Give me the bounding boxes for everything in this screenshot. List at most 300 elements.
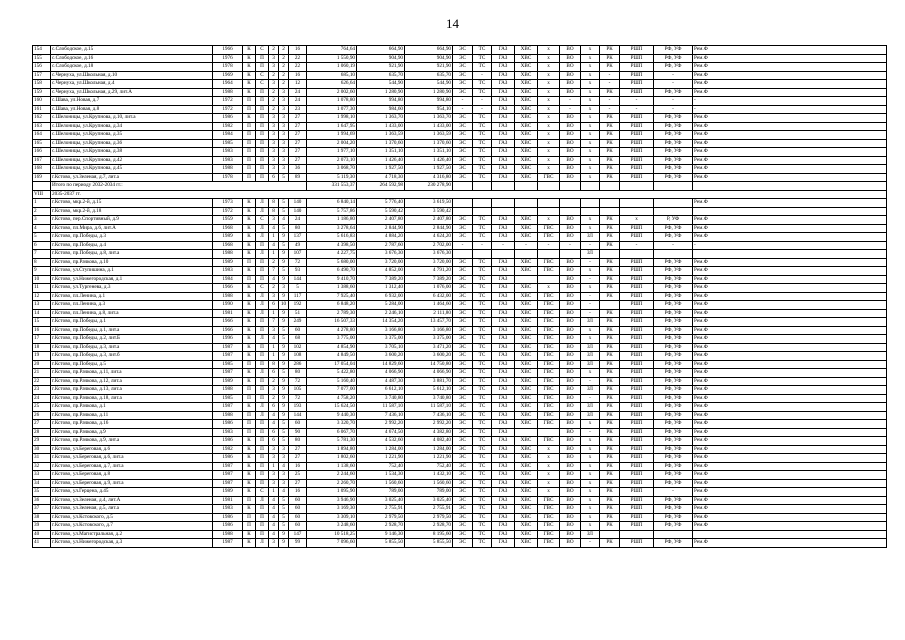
table-cell: 1 [269,250,279,259]
table-cell: х [581,216,600,225]
table-cell: РК [600,139,620,148]
table-cell: Р, УФ [654,216,693,225]
table-cell: 1 [269,488,279,497]
table-cell: г.Кстово, ул.Тургенева, д.3 [51,284,213,293]
table-cell: РШП [620,148,654,157]
table-cell: К [243,88,256,97]
table-cell: РШП [620,488,654,497]
table-cell: 2 928,70 [405,522,453,531]
table-cell: 7 096,60 [307,539,357,548]
table-cell: РФ, УФ [654,173,693,182]
table-cell: 2 [269,88,279,97]
table-cell: 1 [269,343,279,352]
table-cell: П [256,173,269,182]
table-cell: РФ, УФ [654,284,693,293]
table-cell: РШП [620,131,654,140]
table-cell: 4 382,80 [405,428,453,437]
period-total-value: 264 592,98 [357,182,405,191]
table-cell: 3 [269,54,279,63]
table-cell: г.Кстово, ул.Береговая, д.6 [51,445,213,454]
table-cell: РК [600,241,620,250]
table-cell: 4 [269,335,279,344]
table-cell: 789,00 [357,488,405,497]
table-cell: 1988 [213,250,243,259]
table-cell: х [581,267,600,276]
table-cell: РШП [620,233,654,242]
table-cell: 9 [279,394,289,403]
table-cell: 72 [289,377,307,386]
table-cell: Рем.Ф [693,131,887,140]
table-cell: РФ, УФ [654,301,693,310]
table-cell: РШП [620,394,654,403]
table-cell: г.Кстово, пл.Ленина, д.1 [51,292,213,301]
table-row [33,411,887,420]
table-row [33,513,887,522]
table-cell: 10 [279,301,289,310]
table-cell: 1 370,60 [405,139,453,148]
table-cell: ГВС [538,411,560,420]
table-cell: РФ, УФ [654,326,693,335]
table-cell [538,275,560,284]
table-cell: г.Кстово, пр.Рачкова, д.13, лит.а [51,386,213,395]
table-cell: РФ, УФ [654,54,693,63]
table-cell: 27 [289,114,307,123]
table-cell: 4 532,60 [357,437,405,446]
table-cell: ЭС [453,496,473,505]
table-cell: ГАЗ [492,343,515,352]
table-cell: РШП [620,411,654,420]
table-cell: 5 776,40 [357,199,405,208]
table-cell: С [256,46,269,55]
table-cell: 40 [33,530,51,539]
table-cell: х [581,462,600,471]
table-cell: 2 [269,258,279,267]
table-cell: ХВС [515,122,538,131]
table-cell: 2 002,60 [307,88,357,97]
table-cell: ВО [560,428,581,437]
table-cell: ТС [473,377,492,386]
table-row [33,216,887,225]
table-cell [654,182,693,191]
table-cell: ХВС [515,445,538,454]
table-cell [560,207,581,216]
table-cell: Рем.Ф [693,309,887,318]
table-cell: 5 [279,420,289,429]
table-row [33,63,887,72]
table-cell: 8 [269,199,279,208]
table-cell: РФ, УФ [654,309,693,318]
table-cell: ЭС [453,513,473,522]
table-cell: 1 138,60 [307,462,357,471]
table-cell: х [581,496,600,505]
table-cell: Рем.Ф [693,360,887,369]
housing-register-table [32,45,887,548]
table-cell: ГАЗ [492,318,515,327]
table-cell: ХВС [515,156,538,165]
table-cell: РФ, УФ [654,462,693,471]
table-cell: 1 363,70 [405,114,453,123]
table-cell: 3 [269,471,279,480]
table-cell: 1 433,00 [357,122,405,131]
table-cell: 3 775,00 [307,335,357,344]
table-cell: х [538,471,560,480]
table-cell: ЭС [453,258,473,267]
table-cell: П [256,343,269,352]
table-cell: 1972 [213,207,243,216]
table-row [33,148,887,157]
table-cell: - [581,292,600,301]
table-cell: 38 [33,513,51,522]
table-cell: С [256,80,269,89]
table-cell: 1 186,80 [307,216,357,225]
table-cell: П [256,63,269,72]
table-cell: К [243,71,256,80]
table-cell: ГАЗ [492,386,515,395]
table-cell: ТС [473,233,492,242]
table-cell: П [256,352,269,361]
table-cell: ГАЗ [492,445,515,454]
table-cell: ГАЗ [492,156,515,165]
table-cell: 3 [279,479,289,488]
table-cell: 4 852,00 [357,267,405,276]
table-cell: ТС [473,437,492,446]
table-cell: ХВС [515,335,538,344]
table-cell: 2 [269,105,279,114]
table-row [33,360,887,369]
table-cell: П [243,522,256,531]
table-cell: ГАЗ [492,233,515,242]
table-cell: РШП [620,173,654,182]
table-cell: П [256,165,269,174]
table-cell: Л [256,233,269,242]
table-cell: П [243,105,256,114]
table-cell [453,250,473,259]
table-row [33,131,887,140]
table-cell: 1 284,00 [405,445,453,454]
table-cell: ВО [560,46,581,55]
table-cell: - [473,97,492,106]
table-cell: 1986 [213,437,243,446]
table-cell: 3 068,70 [307,165,357,174]
table-cell: ВО [560,335,581,344]
table-cell: 2 992,20 [405,420,453,429]
table-cell: 27 [289,454,307,463]
table-cell: 5 [279,241,289,250]
table-cell: х [581,420,600,429]
table-cell: 60 [289,522,307,531]
table-cell: ЭС [453,352,473,361]
table-cell [600,250,620,259]
table-cell: г.Кстово, пр.Рачкова, д.11, лит.а [51,369,213,378]
table-cell: - [560,97,581,106]
table-cell: 3 [269,156,279,165]
table-cell: 3 [269,445,279,454]
table-cell: 27 [289,479,307,488]
table-cell: РФ, УФ [654,437,693,446]
table-cell: г.Кстово, ул.Береговая, д.7, лит.а [51,462,213,471]
table-body [33,46,887,548]
table-cell: Рем.Ф [693,479,887,488]
table-cell: ЗЛ [581,360,600,369]
table-cell: 18 [33,343,51,352]
table-cell: 5 590,42 [357,207,405,216]
table-cell: 1 363,59 [357,131,405,140]
table-cell: РШП [620,496,654,505]
table-cell: С [256,216,269,225]
table-cell: х [538,479,560,488]
table-cell: - [453,241,473,250]
table-row [33,420,887,429]
table-cell: Рем.Ф [693,471,887,480]
table-cell: Рем.Ф [693,318,887,327]
table-cell: 1 312,40 [357,284,405,293]
table-cell: РФ, УФ [654,292,693,301]
table-cell: П [256,530,269,539]
table-cell: 1966 [213,46,243,55]
table-cell: РК [600,369,620,378]
table-cell: ЭС [453,173,473,182]
table-cell: 6 848,20 [307,301,357,310]
table-cell: 921,90 [357,63,405,72]
table-cell: ГВС [538,522,560,531]
table-cell: ТС [473,394,492,403]
table-cell: РШП [620,360,654,369]
table-cell: х [538,284,560,293]
table-cell: ГАЗ [492,496,515,505]
table-cell: Рем.Ф [693,539,887,548]
table-cell: РК [600,165,620,174]
table-cell: 1984 [213,131,243,140]
table-cell: ВО [560,505,581,514]
table-cell: 157 [33,71,51,80]
table-cell: 4 849,50 [307,352,357,361]
table-cell: 1964 [213,80,243,89]
table-cell: 752,40 [405,462,453,471]
table-cell: Рем.Ф [693,462,887,471]
table-cell: К [243,46,256,55]
table-cell: 6 [269,173,279,182]
table-cell: 12 [33,292,51,301]
table-cell: П [256,326,269,335]
table-cell: 164 [33,131,51,140]
table-cell: 93 [289,267,307,276]
table-cell: 4 791,20 [405,267,453,276]
table-cell: 144 [289,411,307,420]
table-cell: 635,70 [357,71,405,80]
table-cell: ХВС [515,71,538,80]
table-cell: ЭС [453,369,473,378]
table-cell: 3 [279,165,289,174]
table-cell: П [256,471,269,480]
table-cell: 16 [289,71,307,80]
table-cell: г.Кстово, ул.Зеленая, д.5, лит.а [51,505,213,514]
table-cell: Рем.Ф [693,173,887,182]
table-cell: г.Кстово, пр.Рачкова, д.10 [51,258,213,267]
table-cell: х [538,156,560,165]
table-cell: РШП [620,267,654,276]
table-cell: ВО [560,224,581,233]
table-row [33,471,887,480]
table-cell: 1 [269,352,279,361]
table-cell: 159 [33,88,51,97]
table-cell: 4 [279,216,289,225]
table-cell: РК [600,505,620,514]
table-cell: 1987 [213,343,243,352]
table-cell: РК [600,462,620,471]
table-cell: ГВС [538,267,560,276]
table-cell: ХВС [515,139,538,148]
table-cell: ВО [560,530,581,539]
table-cell: 1972 [213,97,243,106]
table-cell: ВО [560,445,581,454]
table-row [33,496,887,505]
table-row [33,454,887,463]
table-cell: 1969 [213,71,243,80]
table-cell: 3 166,80 [405,326,453,335]
table-cell: г.Кстово, ул.Кстовского, д.5 [51,513,213,522]
table-cell: - [560,241,581,250]
table-cell: ГАЗ [492,326,515,335]
table-cell: г.Кстово, пр.Рачкова, д.12, лит.а [51,377,213,386]
table-cell: 1988 [213,165,243,174]
table-cell: РШП [620,122,654,131]
table-row [33,156,887,165]
table-cell: 1976 [213,54,243,63]
table-cell [693,250,887,259]
table-cell: ЭС [453,233,473,242]
table-cell: 5 [279,369,289,378]
table-cell: ВО [560,275,581,284]
table-cell: ХВС [515,318,538,327]
table-cell: 3 169,30 [307,505,357,514]
table-cell: РФ, УФ [654,224,693,233]
table-cell: ГАЗ [492,131,515,140]
table-cell: П [256,241,269,250]
table-cell: г.Кстово, пр.Рачкова, д.1 [51,403,213,412]
table-row [33,394,887,403]
table-cell: г.Кстово, мкр.2-й, д.18 [51,207,213,216]
table-cell: ТС [473,488,492,497]
table-cell: К [243,445,256,454]
table-cell: 1 388,60 [307,284,357,293]
table-cell: ХВС [515,411,538,420]
table-cell: 9 146,30 [357,530,405,539]
table-cell [473,199,492,208]
table-cell: 921,90 [405,63,453,72]
table-cell: ВО [560,309,581,318]
table-cell: РК [600,377,620,386]
table-cell [453,199,473,208]
table-cell: ХВС [515,165,538,174]
table-cell: 5 422,80 [307,369,357,378]
table-cell: 4 [279,462,289,471]
table-cell: 4 [269,224,279,233]
table-cell: 1989 [213,488,243,497]
table-cell: Рем.Ф [693,377,887,386]
table-cell: П [243,165,256,174]
table-cell: РШП [620,46,654,55]
table-cell: 3 [269,122,279,131]
table-row [33,267,887,276]
table-cell: 1985 [213,360,243,369]
table-cell: ХВС [515,301,538,310]
table-cell: 144 [289,275,307,284]
table-cell: 7 389,20 [357,275,405,284]
table-cell: ХВС [515,420,538,429]
table-cell: 9 [279,309,289,318]
table-cell: РШП [620,522,654,531]
table-row [33,403,887,412]
table-cell: 37 [33,505,51,514]
table-cell: ГВС [538,505,560,514]
table-cell: ЭС [453,428,473,437]
table-cell: К [243,488,256,497]
table-cell: х [538,216,560,225]
table-cell: 6 067,70 [307,428,357,437]
table-cell: ТС [473,479,492,488]
table-cell: 27 [289,122,307,131]
table-cell [654,207,693,216]
table-cell: ХВС [515,267,538,276]
table-row [33,88,887,97]
table-cell: 60 [289,420,307,429]
table-cell: 1 095,90 [307,488,357,497]
table-cell: Рем.Ф [693,428,887,437]
table-cell [620,530,654,539]
table-cell: ХВС [515,326,538,335]
table-cell: 1987 [213,369,243,378]
table-cell: 4 [269,513,279,522]
table-cell: 1987 [213,479,243,488]
table-cell: П [243,156,256,165]
table-cell: - [693,97,887,106]
table-cell: ВО [560,386,581,395]
table-cell: Рем.Ф [693,46,887,55]
table-cell: ГВС [538,258,560,267]
table-cell: ТС [473,139,492,148]
table-cell: ГАЗ [492,258,515,267]
table-row [33,530,887,539]
table-cell: 3 [279,122,289,131]
table-cell: 3 [279,284,289,293]
table-cell: РФ, УФ [654,122,693,131]
table-cell: П [256,445,269,454]
table-cell: РФ, УФ [654,63,693,72]
table-cell: ВО [560,131,581,140]
table-cell: ХВС [515,148,538,157]
table-cell: 984,60 [357,105,405,114]
table-row [33,122,887,131]
table-cell: К [243,505,256,514]
table-cell: 904,90 [357,54,405,63]
table-cell: РК [600,326,620,335]
table-cell: 33 [33,471,51,480]
table-cell: 9 [279,352,289,361]
table-cell: - [473,71,492,80]
table-cell: РФ, УФ [654,114,693,123]
table-cell: ГАЗ [492,394,515,403]
table-cell: Л [256,309,269,318]
table-cell: 2 246,10 [357,309,405,318]
table-cell: 2 407,80 [357,216,405,225]
table-cell: г.Кстово, пр.Победы, д.1, лит.а [51,326,213,335]
table-cell: - [600,97,620,106]
table-cell: РФ, УФ [654,386,693,395]
table-cell: 21 [33,369,51,378]
table-cell: РШП [620,513,654,522]
table-cell: 3 [269,114,279,123]
table-cell: 13 [33,301,51,310]
